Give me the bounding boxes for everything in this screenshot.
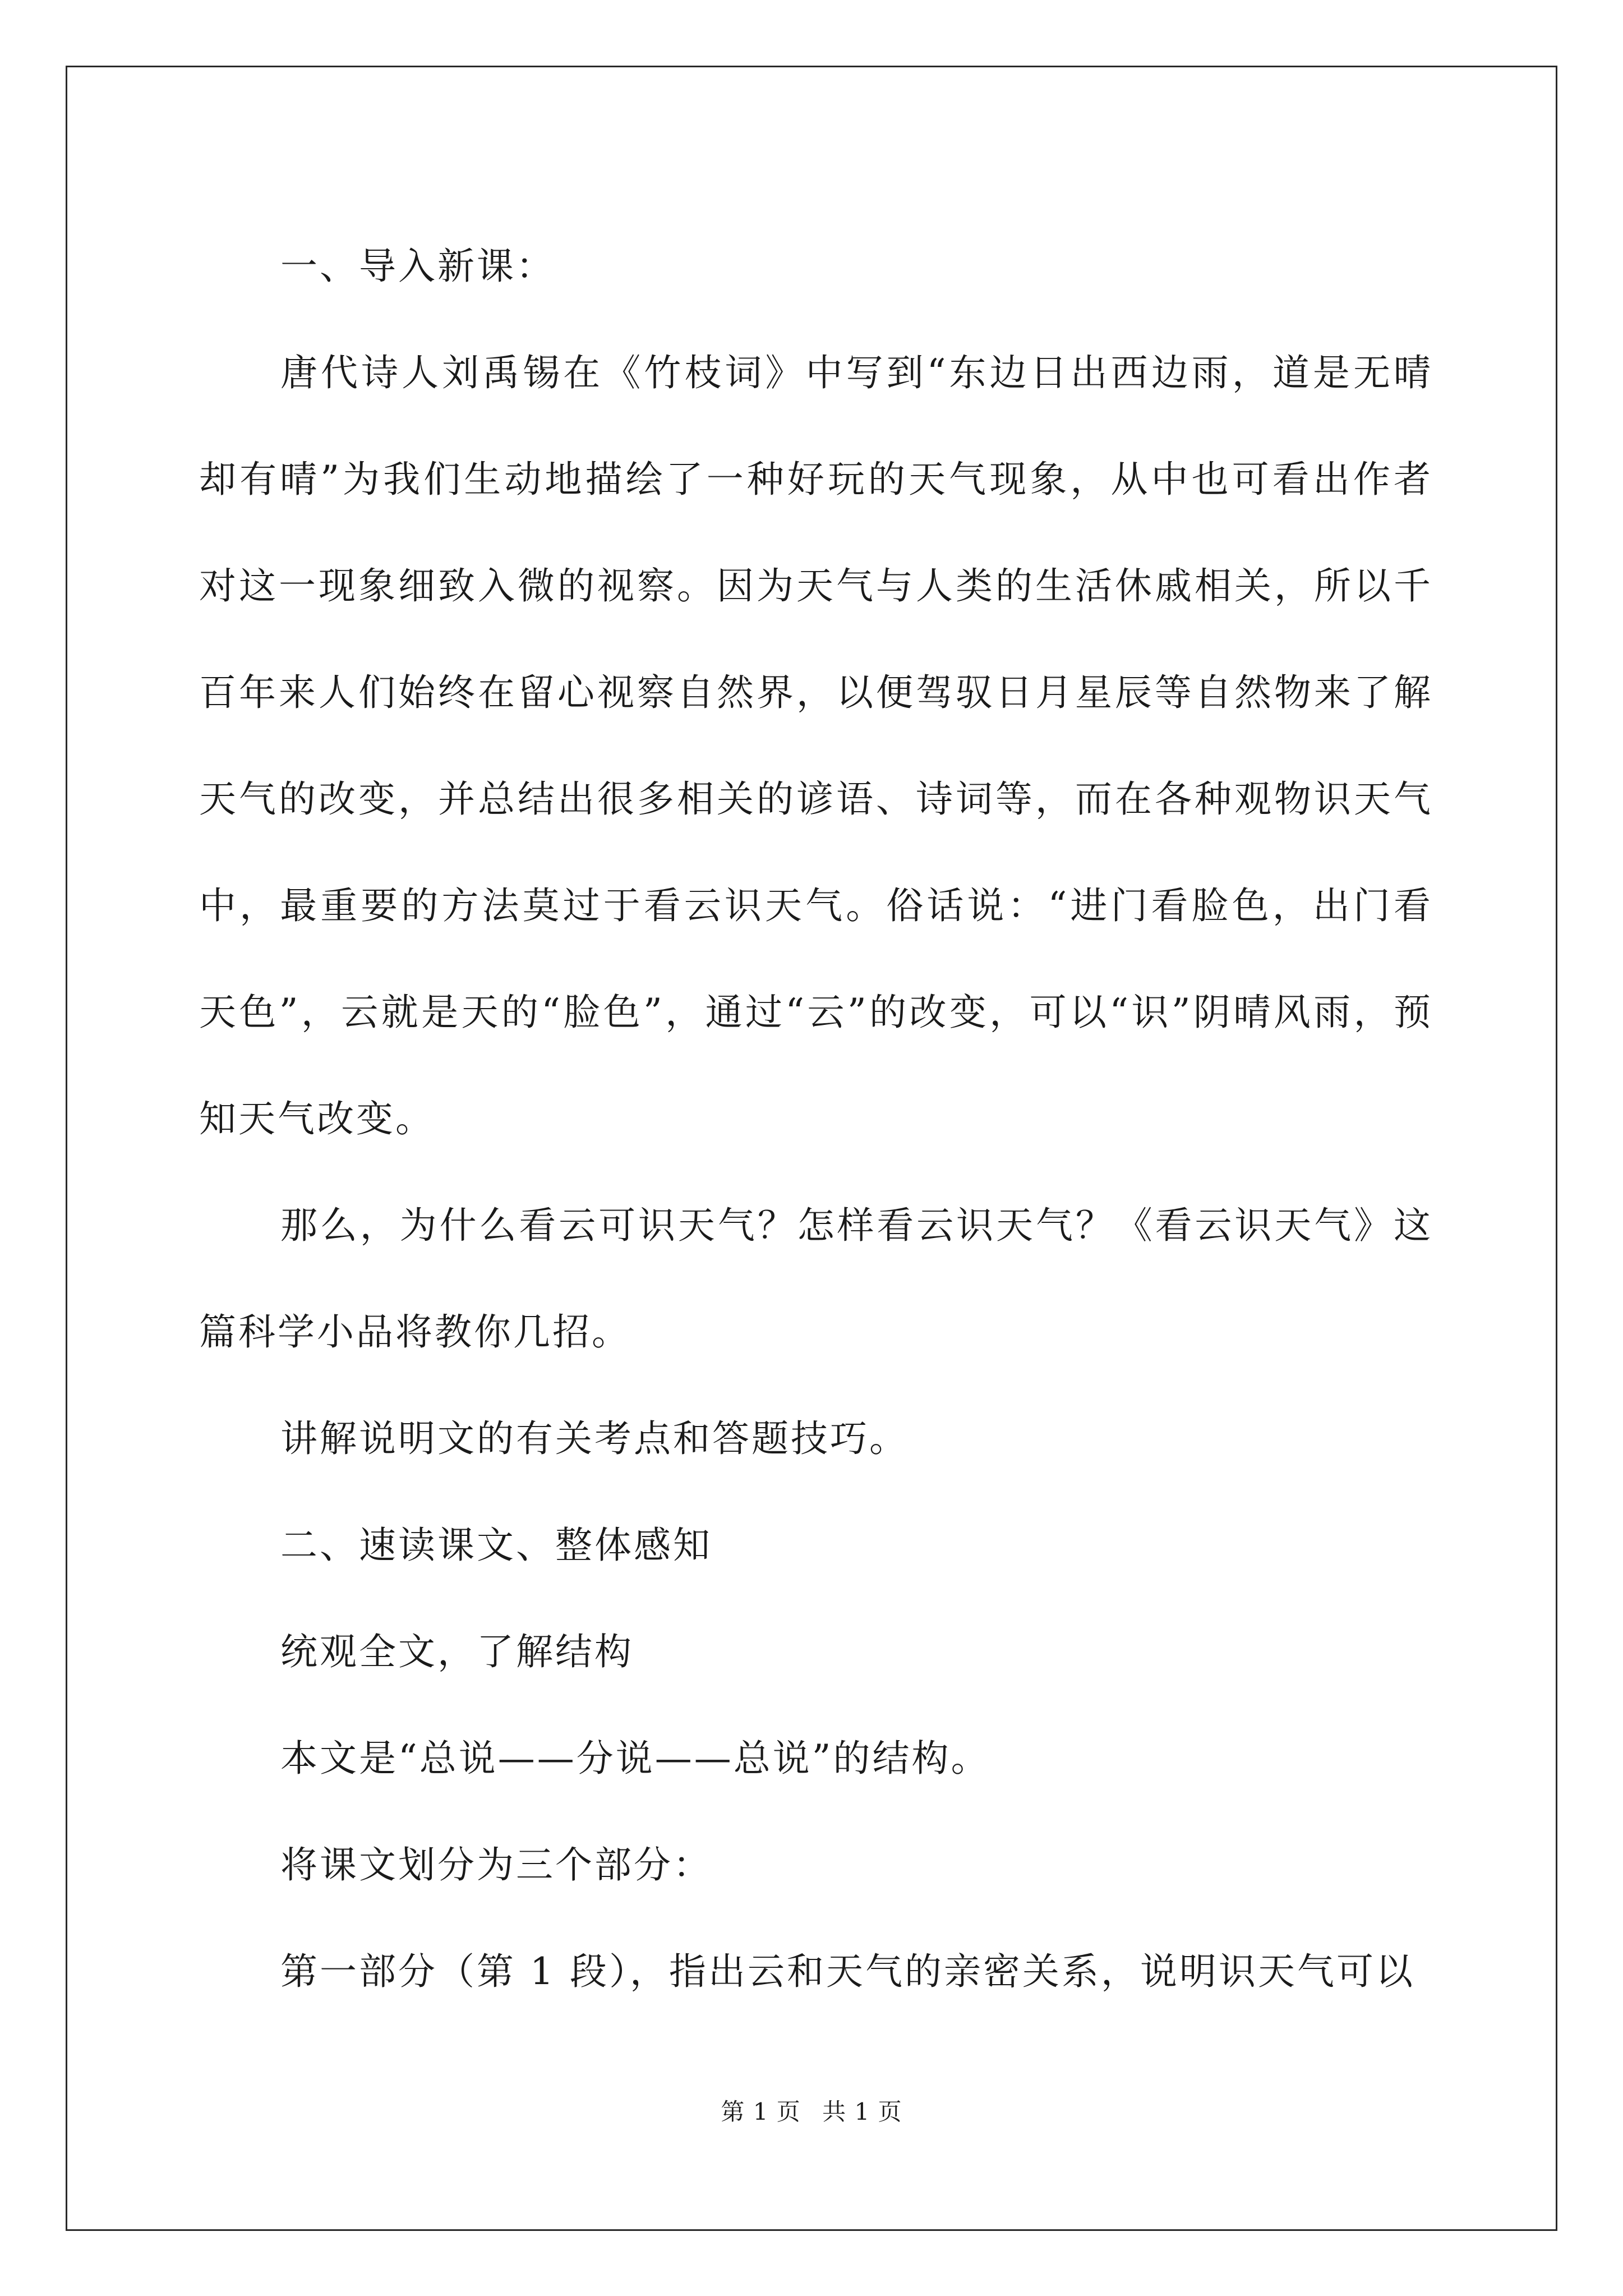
paragraph-structure: 本文是“总说——分说——总说”的结构。: [280, 1737, 990, 1780]
page-footer: [0, 2095, 1623, 2129]
paragraph-part-one: 第一部分（第 1 段），指出云和天气的亲密关系，说明识天气可以: [280, 1950, 1415, 1993]
paragraph-overview: 统观全文，了解结构: [280, 1630, 634, 1673]
page-total: 共 1 页: [822, 2098, 902, 2125]
section-heading-reading: 二、速读课文、整体感知: [280, 1524, 712, 1567]
section-heading-intro: 一、导入新课：: [280, 245, 555, 288]
paragraph-intro-text: 唐代诗人刘禹锡在《竹枝词》中写到“东边日出西边雨，道是无晴却有晴”为我们生动地描绘了一种好玩的天气现象，从中也可看出作者对这一现象细致入微的视察。因为天气与人类的生活休戚相关，所以千百年来人们始终在留心视察自然界，以便驾驭日月星辰等自然物来了解天气的改变，并总结出很多相关的谚语、诗词等，而在各种观物识天气中，最重要的方法莫过于看云识天气。俗话说：“进门看脸色，出门看天色”，云就是天的“脸色”，通过“云”的改变，可以“识”阴晴风雨，预知天气改变。: [199, 351, 1433, 1140]
paragraph-explain: 讲解说明文的有关考点和答题技巧。: [280, 1417, 909, 1460]
paragraph-divide: 将课文划分为三个部分：: [280, 1843, 712, 1887]
page-number: 第 1 页: [721, 2098, 801, 2125]
paragraph-question: 那么，为什么看云可识天气？怎样看云识天气？《看云识天气》这篇科学小品将教你几招。: [199, 1204, 1433, 1354]
document-body: [199, 213, 1433, 2025]
